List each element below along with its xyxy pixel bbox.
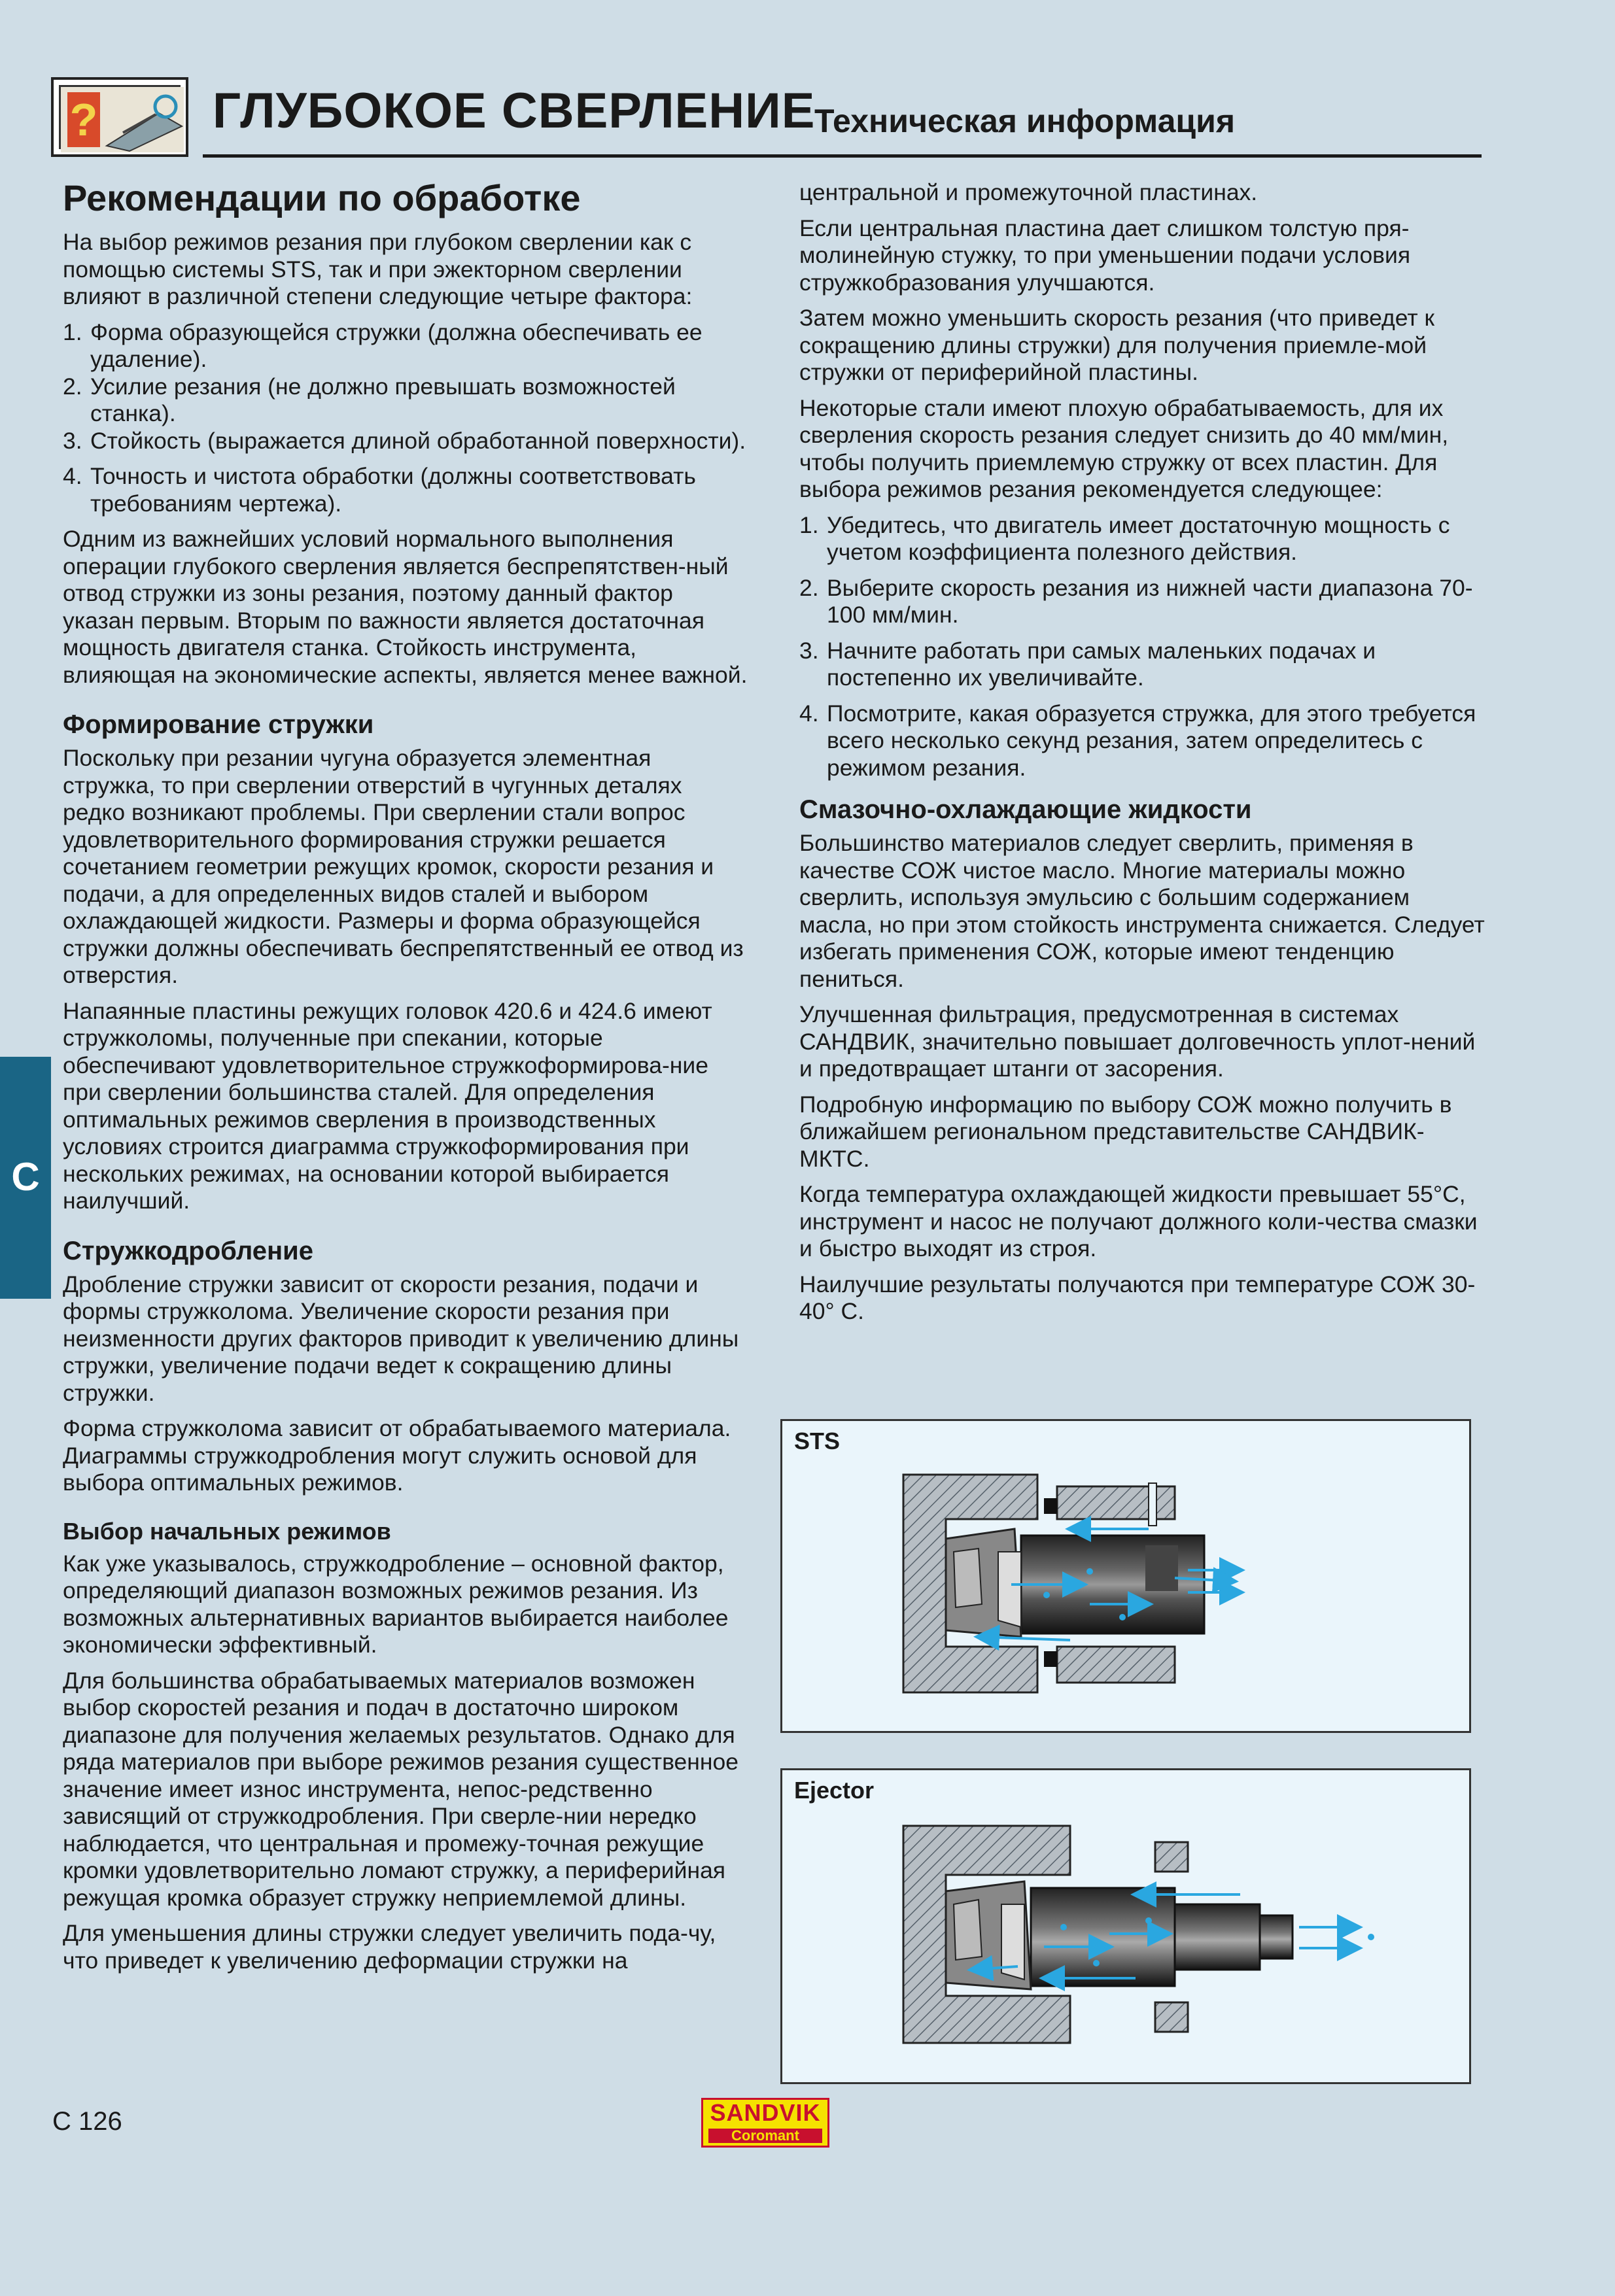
subheading-coolant: Смазочно-охлаждающие жидкости — [799, 795, 1252, 824]
list-item: 1. Убедитесь, что двигатель имеет достаточную мощность с учетом коэффициента полезного действия. — [799, 511, 1450, 565]
deep-drilling-question-icon — [51, 77, 188, 157]
sts-drilling-illustration — [782, 1421, 1469, 1731]
coolant-paragraph-1: Большинство материалов следует сверлить, применяя в качестве СОЖ чистое масло. Многие материалы можно сверлить, используя эмульсию с большим содержанием масла, но при этом стойкость инструмента снижается. Следует избегать применения СОЖ, которые имеют тенденцию пениться. — [799, 830, 1485, 992]
subheading-chip-breaking: Стружкодробление — [63, 1236, 313, 1265]
coolant-paragraph-4: Когда температура охлаждающей жидкости превышает 55°С, инструмент и насос не получают должного коли-чества смазки и быстро выходят из строя. — [799, 1181, 1478, 1261]
list-item: 4. Посмотрите, какая образуется стружка, для этого требуется всего несколько секунд резания, затем определитесь с режимом резания. — [799, 700, 1476, 781]
chip-breaking-paragraph-2: Форма стружколома зависит от обрабатываемого материала. Диаграммы стружкодробления могут служить основой для выбора оптимальных режимов. — [63, 1415, 731, 1496]
importance-paragraph: Одним из важнейших условий нормального выполнения операции глубокого сверления является беспрепятствен-ный отвод стружки из зоны резания, поэтому данный фактор указан первым. Вторым по важности является достаточная мощность двигателя станка. Стойкость инструмента, влияющая на экономические аспекты, является менее важной. — [63, 526, 748, 688]
logo-sub-text: Coromant — [708, 2129, 822, 2143]
section-tab-letter: C — [11, 1155, 40, 1199]
speed-paragraph: Затем можно уменьшить скорость резания (что приведет к сокращению длины стружки) для получения приемле-мой стружки от периферийной пластины. — [799, 305, 1434, 385]
list-item: 1. Форма образующейся стружки (должна обеспечивать ее удаление). — [63, 318, 703, 372]
right-column — [799, 179, 1486, 1334]
section-heading-recommendations: Рекомендации по обработке — [63, 177, 581, 218]
left-column — [63, 177, 750, 1983]
subheading-chip-forming: Формирование стружки — [63, 710, 374, 739]
sandvik-coromant-logo — [701, 2098, 829, 2148]
steels-paragraph: Некоторые стали имеют плохую обрабатываемость, для их сверления скорость резания следует снизить до 40 мм/мин, чтобы получить приемлемую стружку от всех пластин. Для выбора режимов резания рекомендуется следующее: — [799, 394, 1449, 502]
chip-breaking-paragraph-1: Дробление стружки зависит от скорости резания, подачи и формы стружколома. Увеличение скорости резания при неизменности других факторов приводит к увеличению длины стружки, увеличение подачи ведет к сокращению длины стружки. — [63, 1271, 739, 1406]
page-title: ГЛУБОКОЕ СВЕРЛЕНИЕ — [213, 83, 816, 139]
chip-forming-paragraph-1: Поскольку при резании чугуна образуется элементная стружка, то при сверлении отверстий в чугунных деталях редко возникают проблемы. При сверлении стали вопрос удовлетворительного формирования стружки решается сочетанием геометрии режущих кромок, скорости резания и подачи, а для определенных видов сталей и выбором охлаждающей жидкости. Размеры и форма образующейся стружки должны обеспечивать беспрепятственный ее отвод из отверстия. — [63, 745, 744, 988]
page-number: C 126 — [52, 2107, 122, 2136]
page-subtitle: Техническая информация — [814, 103, 1236, 139]
subheading-initial-modes: Выбор начальных режимов — [63, 1517, 391, 1545]
svg-text:?: ? — [69, 94, 98, 145]
list-item: 2. Усилие резания (не должно превышать возможностей станка). — [63, 373, 676, 426]
continued-paragraph: центральной и промежуточной пластинах. — [799, 179, 1258, 205]
ejector-drilling-illustration — [782, 1770, 1469, 2082]
ejector-diagram — [780, 1768, 1471, 2084]
coolant-paragraph-5: Наилучшие результаты получаются при температуре СОЖ 30-40° С. — [799, 1271, 1476, 1324]
coolant-paragraph-3: Подробную информацию по выбору СОЖ можно получить в ближайшем региональном представительстве САНДВИК-МКТС. — [799, 1091, 1452, 1172]
initial-modes-paragraph-2: Для большинства обрабатываемых материалов возможен выбор скоростей резания и подач в достаточно широком диапазоне для получения желаемых результатов. Однако для ряда материалов при выборе режимов резания существенное значение имеет износ инструмента, непос-редственно зависящий от стружкодробления. При сверле-нии нередко наблюдается, что центральная и промежу-точная режущие кромки удовлетворительно ломают стружку, а периферийная режущая кромка образует стружку неприемлемой длины. — [63, 1667, 738, 1911]
list-item: 3. Стойкость (выражается длиной обработанной поверхности). — [63, 427, 746, 454]
sts-label: STS — [794, 1428, 841, 1454]
factors-list — [63, 319, 750, 518]
ejector-label: Ejector — [794, 1777, 875, 1804]
list-item: 4. Точность и чистота обработки (должны соответствовать требованиям чертежа). — [63, 463, 696, 517]
steps-list — [799, 512, 1486, 782]
list-item: 3. Начните работать при самых маленьких подачах и постепенно их увеличивайте. — [799, 637, 1376, 691]
header-divider — [203, 154, 1482, 158]
coolant-paragraph-2: Улучшенная фильтрация, предусмотренная в системах САНДВИК, значительно повышает долговечность уплот-нений и предотвращает штанги от засорения. — [799, 1001, 1476, 1082]
initial-modes-paragraph-1: Как уже указывалось, стружкодробление – основной фактор, определяющий диапазон возможных режимов резания. Из возможных альтернативных вариантов выбирается наиболее экономически эффективный. — [63, 1550, 729, 1658]
list-item: 2. Выберите скорость резания из нижней части диапазона 70-100 мм/мин. — [799, 574, 1473, 628]
chip-forming-paragraph-2: Напаянные пластины режущих головок 420.6 и 424.6 имеют стружколомы, полученные при спекании, которые обеспечивают удовлетворительное стружкоформирова-ние при сверлении большинства сталей. Для определения оптимальных режимов сверления в производственных условиях строится диаграмма стружкоформирования при нескольких режимах, на основании которой выбирается наилучший. — [63, 997, 712, 1214]
logo-main-text: SANDVIK — [710, 2099, 821, 2126]
intro-paragraph: На выбор режимов резания при глубоком сверлении как с помощью системы STS, так и при эжекторном сверлении влияют в различной степени следующие четыре фактора: — [63, 229, 693, 309]
initial-modes-paragraph-3: Для уменьшения длины стружки следует увеличить пода-чу, что приведет к увеличению деформации стружки на — [63, 1920, 716, 1974]
sts-diagram — [780, 1419, 1471, 1733]
central-insert-paragraph: Если центральная пластина дает слишком толстую пря-молинейную стужку, то при уменьшении подачи условия стружкобразования улучшаются. — [799, 214, 1411, 296]
